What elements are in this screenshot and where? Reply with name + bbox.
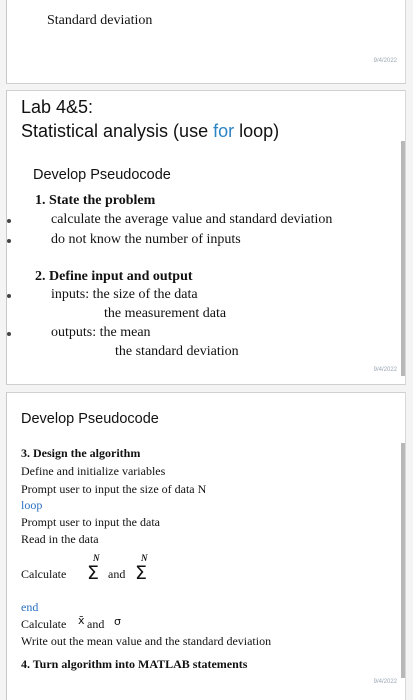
write-line: Write out the mean value and the standard deviation (21, 634, 272, 648)
and-label: and (108, 567, 126, 581)
for-keyword: for (213, 121, 235, 141)
slide-title: Standard deviation (47, 13, 153, 28)
step2-line: inputs: the size of the data (51, 287, 198, 302)
std-symbol-icon: σ (114, 615, 121, 628)
step1-line: calculate the average value and standard deviation (51, 212, 333, 227)
algorithm-line: Prompt user to input the data (21, 515, 160, 529)
step2-line: the standard deviation (115, 344, 239, 359)
summation-icon: Σ (87, 562, 100, 584)
bullet-dot (7, 239, 11, 243)
bullet-dot (7, 332, 11, 336)
sum-limit: N (93, 553, 100, 563)
algorithm-line: Define and initialize variables (21, 464, 166, 478)
step4-heading: 4. Turn algorithm into MATLAB statements (21, 657, 248, 671)
calculate-label: Calculate (21, 567, 67, 581)
bullet-dot (7, 219, 11, 223)
step3-heading: 3. Design the algorithm (21, 446, 141, 460)
slide-lab-4-5 (6, 90, 406, 385)
algorithm-line: Read in the data (21, 532, 99, 546)
step2-line: outputs: the mean (51, 325, 151, 340)
sum-limit: N (141, 553, 148, 563)
slide-title-line2 (21, 121, 279, 142)
slide-title-line1: Lab 4&5: (21, 97, 94, 117)
mean-symbol-icon: x̄ (78, 614, 85, 627)
algorithm-line: Prompt user to input the size of data N (21, 482, 207, 496)
section-subtitle: Develop Pseudocode (33, 167, 171, 183)
step1-line: do not know the number of inputs (51, 232, 241, 247)
bullet-dot (7, 294, 11, 298)
title-text-pre: Statistical analysis (use (21, 121, 214, 141)
section-subtitle: Develop Pseudocode (21, 411, 159, 427)
slide-design-algorithm (6, 392, 406, 700)
slide-date: 9/4/2022 (373, 367, 397, 373)
slide-date: 9/4/2022 (373, 58, 397, 64)
step2-line: the measurement data (104, 306, 227, 321)
calculate-label: Calculate (21, 617, 67, 631)
and-label: and (87, 617, 105, 631)
slide-date: 9/4/2022 (373, 679, 397, 685)
step2-heading: 2. Define input and output (35, 269, 193, 284)
summation-icon: Σ (135, 562, 148, 584)
title-text-post: loop) (234, 121, 280, 141)
slide-standard-deviation (6, 0, 406, 84)
end-keyword: end (21, 600, 39, 614)
step1-heading: 1. State the problem (35, 193, 156, 208)
loop-keyword: loop (21, 498, 43, 512)
